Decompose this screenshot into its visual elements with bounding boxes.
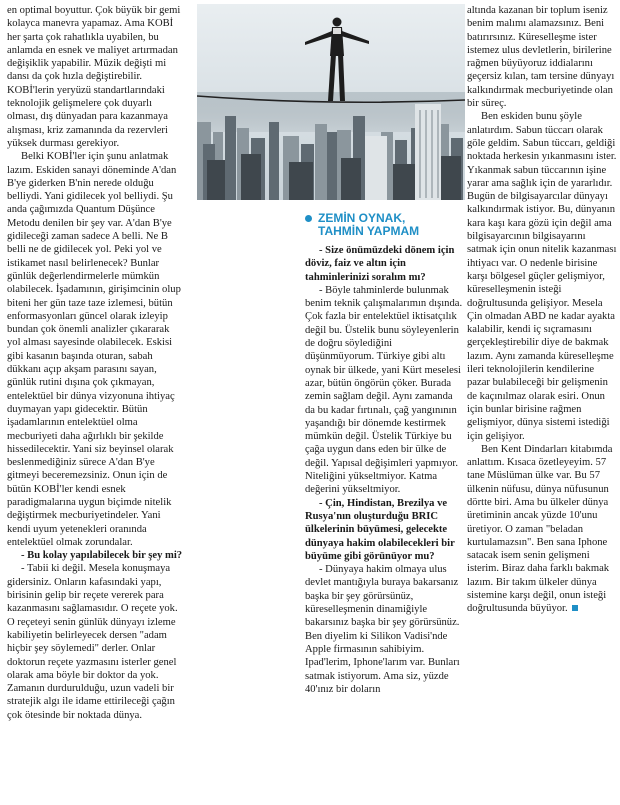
paragraph: - Size önümüzdeki dönem için döviz, faiz ve altın için tahminlerinizi soralım mı? [305, 245, 455, 283]
paragraph: Ben Kent Dindarları kitabımda anlattım. Kısaca özetleyeyim. 57 tane Müslüman ülke var. Bu 57 ülkenin nüfusu, dünya nüfusunun dörtte biri. Ama bu ülkeler dünya üretiminin ancak yüzde 10'unu üretiyor. O zaman "beladan kurtulamazsın". Ben sana Iphone satacak isem senin gelişmeni isterim. Biraz daha farklı bakmak lazım. Bir takım ülkeler dünya sistemine karşı değil, onun isteği doğrultusunda büyüyor. [467, 443, 613, 615]
paragraph: Belki KOBİ'ler için şunu anlatmak lazım. Eskiden sanayi döneminde A'dan B'ye giderken B'nin nerede olduğu belliydi. Yani gidilecek yol belliydi. Şu anda çağımızda Quantum Düşünce Metodu denilen bir şey var. A'dan B'ye gidileceği zaman sadece A belli. Ne B belli ne de gidilecek yol. Peki yol ve istikamet nasıl belirlenecek? Bunlar günlük değerlendirmelerle mümkün olabilecek. İşadamının, girişimcinin olup biteni her gün taze taze izlemesi, bütün enformasyonları güncel olarak izleyip bundan çok önemli analizler çıkararak yol alması sayesinde olabilecek. Eskisi gibi kasanın başında oturan, sabah dükkanı açıp akşam parasını sayan, günlük rutini dışına çok çıkmayan, entelektüel bir dünya vizyonuna ihtiyaç duymayan yapı gidecektir. Bütün işadamlarının entelektüel olma mecburiyeti daha ağırlıklı bir şekilde hissedilecektir. Yani siz beyinsel olarak beslenmediğiniz sürece A'dan B'ye gitmeyi beceremezsiniz. Onun için de bütün KOBİ'ler kendi esnek paradigmalarına uygun biçimde nitelik değiştirmek mecburiyetindeler. Yani kendi uyum yetenekleri oranında entelektüel olmak zorundalar. [7, 151, 181, 548]
article-column-2 [305, 212, 463, 696]
subheading [305, 212, 463, 238]
paragraph: - Dünyaya hakim olmaya ulus devlet mantığıyla buraya bakarsanız başka bir şey görürsünüz, küreselleşmenin dinamiğiyle bakarsınız başka bir şey görürsünüz. Ben diyelim ki Silikon Vadisi'nde Apple firmasının sahibiyim. Ipad'lerim, Iphone'larım var. Bunları satmak istiyorum. Ama siz, yüzde 40'ınız bir doların [305, 564, 460, 695]
end-mark-icon [572, 605, 578, 611]
article-column-1 [7, 4, 185, 722]
subheading-text [318, 212, 419, 238]
subheading-line-2: TAHMİN YAPMAM [318, 224, 420, 238]
article-column-2-body [305, 244, 463, 696]
paragraph: altında kazanan bir toplum iseniz benim malımı alamazsınız. Beni batırırsınız. Küreselleşme ister istemez ulus devletlerin, birilerine rağmen büyüyoruz iddialarını geçersiz kılan, tam tersine dünyayı kalkındırmak mecburiyetinde olan bir süreç. [467, 5, 615, 110]
bullet-dot-icon [305, 215, 312, 222]
tightrope-walker-photo [197, 4, 465, 200]
paragraph: Ben eskiden bunu şöyle anlatırdım. Sabun tüccarı olarak göle geldim. Sabun tüccarı, geldiği noktada herkesin yıkanmasını ister. Yıkanmak sabun tüccarının işine yarar ama sağlık için de yararlıdır. Bugün de bilgisayarcılar dünyayı kalkındırmak istiyor. Bu, dünyanın kara kaşı kara gözü için değil ama bilgisayarcının bilgisayarını satmak için onun nitelik kazanması ihtiyacı var. O nedenle birisine karşı bölgesel güçler gelişmiyor, küreselleşmenin isteği doğrultusunda gelişiyor. Mesela Çin olmadan ABD ne kadar ayakta kalabilir, kendi iç sıçramasını gerçekleştirebilir diye de bakmak lazım. Aynı zamanda küreselleşme ileri teknolojilerin kendilerine pazar bulabileceği bir gelişmenin de kaçınılmaz olarak esiri. Onun için bunlar birisine rağmen gelişmiyor, dünya sistemi istediği için gelişiyor. [467, 111, 617, 442]
paragraph: - Çin, Hindistan, Brezilya ve Rusya'nın oluşturduğu BRIC ülkelerinin büyümesi, gelecekte dünyaya hakim olabilecekleri bir büyüme gibi görünüyor mu? [305, 497, 455, 562]
subheading-line-1: ZEMİN OYNAK, [318, 211, 406, 225]
paragraph: - Tabii ki değil. Mesela konuşmaya gidersiniz. Onların kafasındaki yapı, birisinin gelip bir reçete vererek para kazanmasını sağlamasıdır. O reçete yok. O reçeteyi senin günlük dünyayı izleme kabiliyetin belirleyecek dersen "adam hiçbir şey söylemedi" derler. Onlar doktorun reçete yazmasını isterler genel olarak ama böyle bir doktor da yok. Zamanın durdurulduğu, uzun vadeli bir stratejik algı ile idame ettirileceği çağın çok ötesinde bir noktada dünya. [7, 563, 178, 721]
paragraph: - Bu kolay yapılabilecek bir şey mi? [21, 550, 183, 562]
paragraph: en optimal boyuttur. Çok büyük bir gemi kolayca manevra yapamaz. Ama KOBİ her şarta çok rahatlıkla uyabilen, bu anlamda en esnek ve maliyet artırmadan değişiklik yapabilir. Müzik değişti mi dansı da çok hızla değiştirebilir. KOBİ'lerin yeryüzü standartlarındaki teknolojik gelişmelere çok duyarlı olması, dış dünyadan para kazanmaya alışması, kriz zamanında da rezervleri yüksek durması gerekiyor. [7, 5, 181, 149]
article-column-3 [467, 4, 617, 616]
paragraph: - Böyle tahminlerde bulunmak benim teknik çalışmalarımın dışında. Çok fazla bir entelektüel iktisatçılık değil bu. Üstelik bunu söyleyenlerin de doğru söylediğini düşünmüyorum. Türkiye gibi altı oynak bir ülkede, yani Kürt meselesi azar, bütün öngörün çöker. Burada zemin sağlam değil. Aynı zamanda da bu kadar fırtınalı, çağ yangınının yaşandığı bir dönemde kestirmek mümkün değil. Üstelik Türkiye bu çağa uygun dans eden bir ülke de değil. Yapısal değişimleri yapmıyor. Niteliğini yükseltmiyor. Katma değerini yükseltmiyor. [305, 284, 463, 496]
